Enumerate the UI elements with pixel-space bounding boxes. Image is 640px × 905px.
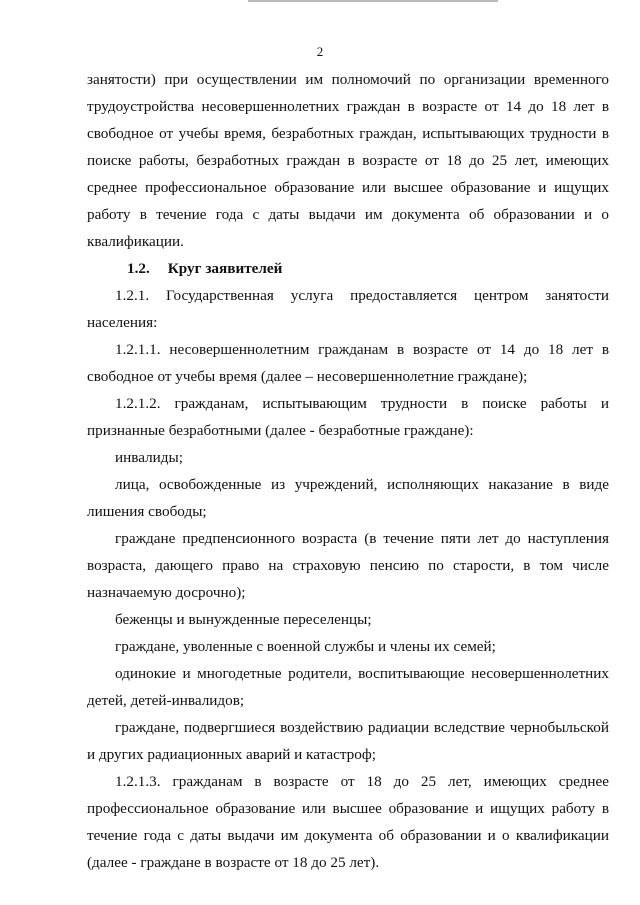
section-title: Круг заявителей [167, 260, 283, 277]
section-number: 1.2. [127, 260, 150, 277]
list-item-parents: одинокие и многодетные родители, воспитывающие несовершеннолетних детей, детей-инвалидов; [87, 665, 609, 709]
list-item-military: граждане, уволенные с военной службы и члены их семей; [115, 638, 496, 655]
list-item-radiation: граждане, подвергшиеся воздействию радиации вследствие чернобыльской и других радиационных аварий и катастроф; [87, 719, 609, 763]
document-body [87, 66, 609, 876]
paragraph-1-2-1-3: 1.2.1.3. гражданам в возрасте от 18 до 25 лет, имеющих среднее профессиональное образование или высшее образование и ищущих работу в течение года с даты выдачи им документа об образовании и о квалификации (далее - граждане в возрасте от 18 до 25 лет). [87, 773, 609, 871]
list-item-pre-pension: граждане предпенсионного возраста (в течение пяти лет до наступления возраста, дающего право на страховую пенсию по старости, в том числе назначаемую досрочно); [87, 530, 609, 601]
page-number: 2 [316, 44, 324, 59]
paragraph-1-2-1-1: 1.2.1.1. несовершеннолетним гражданам в возрасте от 14 до 18 лет в свободное от учебы время (далее – несовершеннолетние граждане); [87, 341, 609, 385]
list-item-released: лица, освобожденные из учреждений, исполняющих наказание в виде лишения свободы; [87, 476, 609, 520]
paragraph-1-2-1: 1.2.1. Государственная услуга предоставляется центром занятости населения: [87, 287, 609, 331]
paragraph-1-2-1-2: 1.2.1.2. гражданам, испытывающим трудности в поиске работы и признанные безработными (далее - безработные граждане): [87, 395, 609, 439]
list-item-disabled: инвалиды; [115, 449, 183, 466]
scan-edge-line [248, 0, 498, 2]
list-item-refugees: беженцы и вынужденные переселенцы; [115, 611, 372, 628]
section-heading [87, 255, 609, 282]
intro-paragraph: занятости) при осуществлении им полномочий по организации временного трудоустройства несовершеннолетних граждан в возрасте от 14 до 18 лет в свободное от учебы время, безработных граждан, испытывающих трудности в поиске работы, безработных граждан в возрасте от 18 до 25 лет, имеющих среднее профессиональное образование или высшее образование и ищущих работу в течение года с даты выдачи им документа об образовании и о квалификации. [87, 71, 609, 250]
